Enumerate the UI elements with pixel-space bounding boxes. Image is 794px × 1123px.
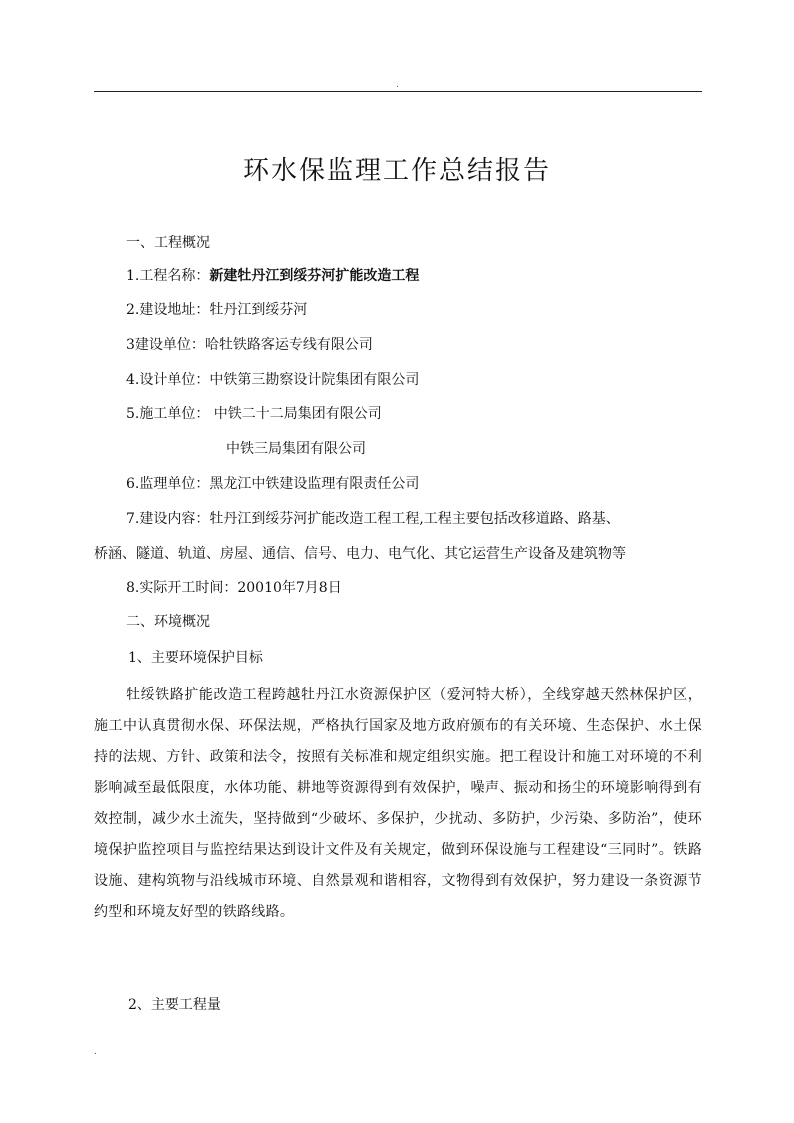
item-1-value: 新建牡丹江到绥芬河扩能改造工程 xyxy=(209,268,420,284)
environment-paragraph: 牡绥铁路扩能改造工程跨越牡丹江水资源保护区（爱河特大桥），全线穿越天然林保护区，施工中认真贯彻水保、环保法规，严格执行国家及地方政府颁布的有关环境、生态保护、水土保持的法规、方针、政策和法令，按照有关标准和规定组织实施。把工程设计和施工对环境的不利影响减至最低限度，水体功能、耕地等资源得到有效保护，噪声、振动和扬尘的环境影响得到有效控制，减少水土流失，坚持做到“少破坏、多保护，少扰动、多防护，少污染、多防治”，使环境保护监控项目与监控结果达到设计文件及有关规定，做到环保设施与工程建设“三同时”。铁路设施、建构筑物与沿线城市环境、自然景观和谐相容，文物得到有效保护，努力建设一条资源节约型和环境友好型的铁路线路。 xyxy=(94,687,702,920)
item-2-address: 2.建设地址：牡丹江到绥芬河 xyxy=(126,302,308,318)
item-7-content: 7.建设内容：牡丹江到绥芬河扩能改造工程工程,工程主要包括改移道路、路基、 xyxy=(126,511,620,527)
item-6-supervisor: 6.监理单位：黑龙江中铁建设监理有限责任公司 xyxy=(126,476,420,492)
item-5-contractor-2: 中铁三局集团有限公司 xyxy=(226,441,366,457)
document-title: 环水保监理工作总结报告 xyxy=(242,156,551,186)
item-1-project-name xyxy=(126,266,419,286)
item-1-label: 1.工程名称： xyxy=(126,268,210,284)
item-3-builder: 3建设单位：哈牡铁路客运专线有限公司 xyxy=(126,337,373,353)
item-4-designer: 4.设计单位：中铁第三勘察设计院集团有限公司 xyxy=(126,372,420,388)
header-rule xyxy=(94,91,702,92)
item-5-contractor: 5.施工单位： 中铁二十二局集团有限公司 xyxy=(126,406,382,422)
section-2-subheading-1: 1、主要环境保护目标 xyxy=(128,650,263,666)
header-mark: . xyxy=(396,80,399,90)
footer-mark: . xyxy=(94,1047,97,1057)
section-2-heading: 二、环境概况 xyxy=(126,614,210,630)
section-2-subheading-2: 2、主要工程量 xyxy=(128,997,221,1013)
item-8-start-date: 8.实际开工时间：20010年7月8日 xyxy=(126,580,342,596)
section-1-heading: 一、工程概况 xyxy=(126,235,210,251)
item-7-content-continued: 桥涵、隧道、轨道、房屋、通信、信号、电力、电气化、其它运营生产设备及建筑物等 xyxy=(94,546,626,562)
